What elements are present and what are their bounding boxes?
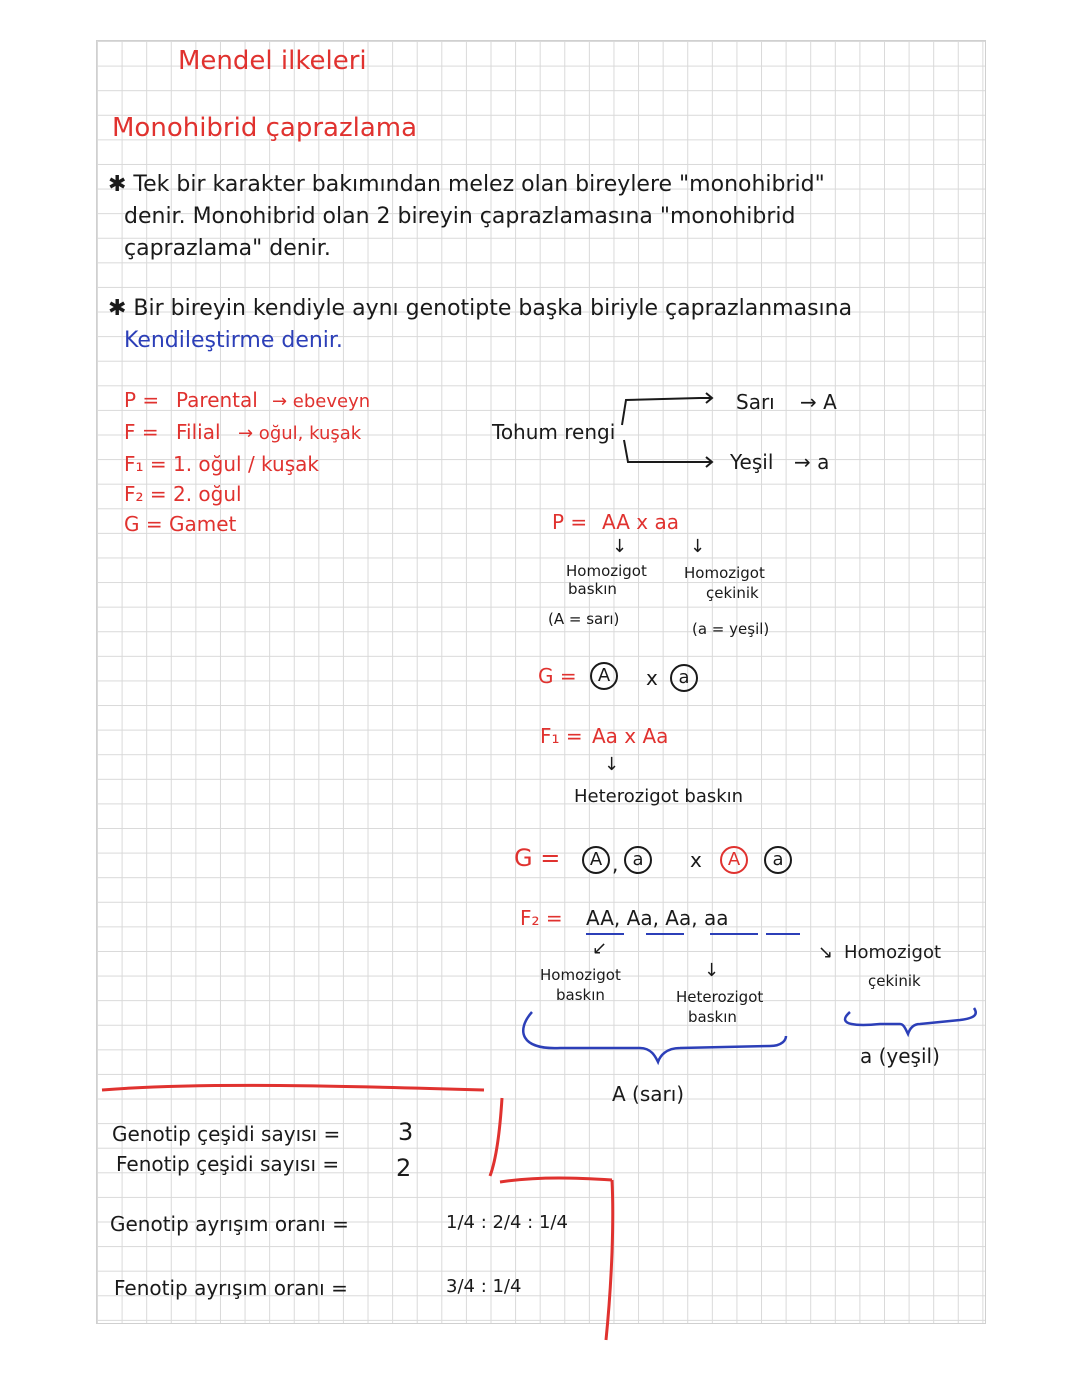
legend-f2: F₂ = 2. oğul [124, 482, 242, 506]
arrow-right-icon: ↘ [818, 942, 834, 963]
genotype-ratio-1: 1/4 [446, 1212, 475, 1233]
selfing-line-1: ✱ Bir bireyin kendiyle aynı genotipte başka biriyle çaprazlanmasına [108, 296, 853, 321]
comma: , [612, 852, 619, 876]
definition-line-2: denir. Monohibrid olan 2 bireyin çaprazlamasına "monohibrid [124, 204, 796, 229]
seed-color-yellow-allele: → A [800, 390, 837, 414]
genotype-count-label: Genotip çeşidi sayısı = [112, 1122, 341, 1146]
seed-color-label: Tohum rengi [492, 420, 616, 444]
cross-p-expr: AA x aa [602, 510, 679, 534]
f2-dominant-phenotype: A (sarı) [612, 1082, 685, 1106]
cross-f1-expr: Aa x Aa [592, 724, 669, 748]
cross-f1-label: F₁ = [540, 724, 583, 748]
legend-g: G = Gamet [124, 512, 237, 536]
cross-f2-expr: AA, Aa, Aa, aa [586, 906, 729, 930]
gametes-f1-x: x [690, 848, 702, 872]
phenotype-ratio-2: 1/4 [492, 1276, 522, 1297]
gamete-circle-a: a [670, 664, 698, 692]
seed-color-green-allele: → a [794, 450, 830, 474]
cross-p-right-note-3: (a = yeşil) [692, 620, 770, 638]
gamete-circle-A: A [582, 846, 610, 874]
gametes-f1-label: G = [514, 844, 561, 872]
legend-f1: F₁ = 1. oğul / kuşak [124, 452, 319, 476]
cross-p-left-note-1: Homozigot [566, 562, 647, 580]
cross-p-left-note-3: (A = sarı) [548, 610, 620, 628]
definition-line-3: çaprazlama" denir. [124, 236, 331, 261]
legend-p-meaning: → ebeveyn [272, 391, 371, 412]
gametes-p-label: G = [538, 664, 577, 688]
arrow-down-icon: ↓ [604, 754, 620, 775]
f2-homo-dom-1: Homozigot [540, 966, 621, 984]
cross-p-left-note-2: baskın [568, 580, 617, 598]
phenotype-count: 2 [396, 1154, 412, 1182]
section-title: Monohibrid çaprazlama [112, 113, 418, 143]
arrow-down-icon: ↙ [592, 938, 608, 959]
cross-p-right-note-2: çekinik [706, 584, 759, 602]
gamete-circle-a: a [624, 846, 652, 874]
phenotype-count-label: Fenotip çeşidi sayısı = [116, 1152, 340, 1176]
genotype-ratio-2: 2/4 [492, 1212, 522, 1233]
arrow-down-icon: ↓ [704, 960, 720, 981]
f2-hetero-2: baskın [688, 1008, 737, 1026]
gamete-circle-A: A [720, 846, 748, 874]
phenotype-ratio: 3/4 : 1/4 [446, 1276, 522, 1297]
cross-f1-note: Heterozigot baskın [574, 786, 744, 807]
f2-hetero-1: Heterozigot [676, 988, 764, 1006]
arrow-down-icon: ↓ [690, 536, 706, 557]
legend-f-label: F = [124, 420, 159, 444]
f2-homo-dom-2: baskın [556, 986, 605, 1004]
gamete-circle-A: A [590, 662, 618, 690]
page-title: Mendel ilkeleri [178, 46, 367, 76]
legend-f-value: Filial [176, 420, 221, 444]
f2-recessive-phenotype: a (yeşil) [860, 1044, 940, 1068]
genotype-count: 3 [398, 1118, 414, 1146]
phenotype-ratio-label: Fenotip ayrışım oranı = [114, 1276, 348, 1300]
f2-homo-rec-2: çekinik [868, 972, 921, 990]
legend-p-value: Parental [176, 388, 258, 412]
selfing-line-2: Kendileştirme denir. [124, 328, 343, 353]
legend-f-meaning: → oğul, kuşak [238, 423, 362, 444]
genotype-ratio-3: 1/4 [538, 1212, 568, 1233]
seed-color-yellow: Sarı [736, 390, 775, 414]
genotype-ratio: 1/4 : 2/4 : 1/4 [446, 1212, 568, 1233]
gamete-circle-a: a [764, 846, 792, 874]
phenotype-ratio-1: 3/4 [446, 1276, 475, 1297]
cross-p-right-note-1: Homozigot [684, 564, 765, 582]
definition-line-1: ✱ Tek bir karakter bakımından melez olan bireylere "monohibrid" [108, 172, 825, 197]
arrow-down-icon: ↓ [612, 536, 628, 557]
legend-p-label: P = [124, 388, 160, 412]
cross-p-label: P = [552, 510, 588, 534]
f2-homo-rec-1: Homozigot [844, 942, 942, 963]
cross-f2-label: F₂ = [520, 906, 563, 930]
genotype-ratio-label: Genotip ayrışım oranı = [110, 1212, 349, 1236]
gametes-p-x: x [646, 666, 658, 690]
seed-color-green: Yeşil [730, 450, 774, 474]
